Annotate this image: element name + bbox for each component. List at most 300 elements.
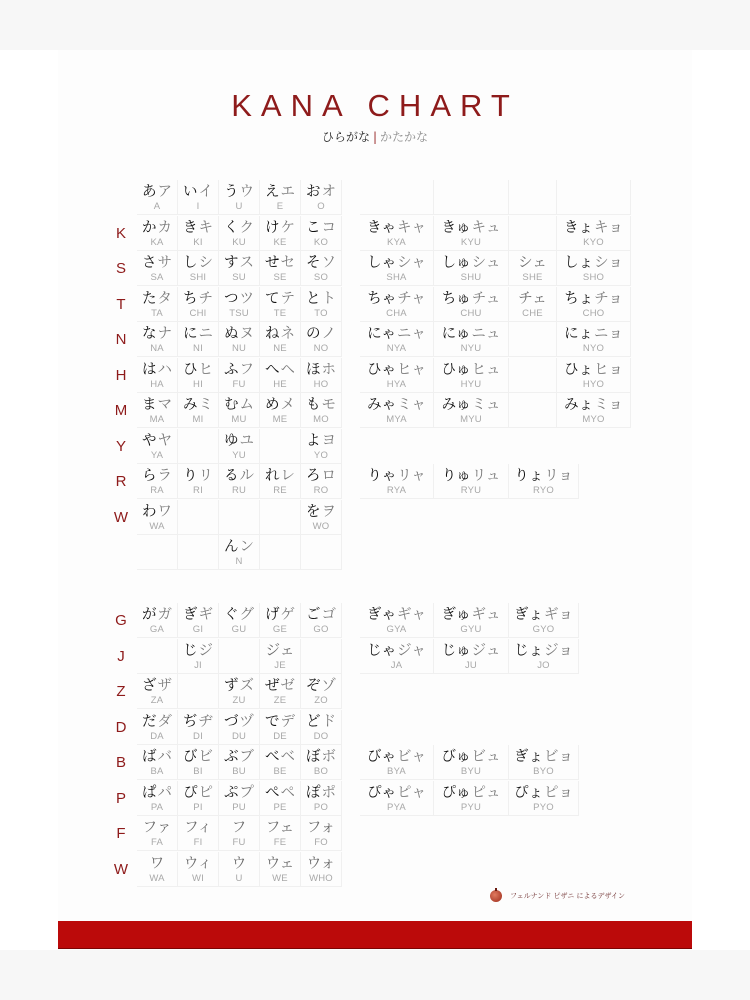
kana-pair [301, 713, 341, 731]
hiragana: きゃ [367, 219, 396, 236]
kana-cell [178, 603, 219, 638]
katakana: ニュ [471, 326, 501, 342]
romaji: FE [273, 837, 287, 848]
row-label: Y [115, 437, 126, 455]
kana-cell [260, 674, 301, 709]
romaji: ZU [232, 695, 246, 706]
kana-cell [137, 322, 178, 357]
hiragana: ぎょ [514, 749, 543, 765]
kana-pair [260, 325, 300, 343]
kana-pair [434, 642, 508, 660]
hiragana: ど [306, 713, 321, 730]
kana-pair [260, 784, 300, 802]
hiragana: お [306, 184, 321, 200]
kana-pair [434, 254, 508, 272]
katakana: ユ [239, 432, 254, 449]
kana-cell [260, 322, 301, 357]
romaji: HYO [582, 378, 605, 390]
romaji: BE [273, 766, 287, 777]
hiragana: ぴ [183, 784, 198, 801]
hiragana: ら [142, 468, 157, 484]
kana-pair [137, 219, 177, 237]
katakana: プ [239, 784, 254, 801]
credit-text: フェルナンド ピザニ によるデザイン [510, 892, 625, 900]
kana-cell [260, 429, 301, 464]
romaji: E [276, 201, 284, 212]
katakana: ザ [157, 678, 172, 694]
kana-pair [509, 606, 578, 624]
hiragana: れ [265, 468, 280, 484]
kana-pair [434, 606, 508, 624]
hiragana: わ [142, 503, 157, 520]
katakana: マ [157, 397, 172, 413]
kana-pair [137, 467, 177, 485]
hiragana: ぴゃ [367, 784, 396, 801]
katakana: ピョ [544, 784, 573, 801]
romaji: NYU [460, 343, 482, 354]
katakana: ヒャ [397, 361, 426, 378]
hiragana: ぶ [224, 749, 239, 765]
row-label: S [115, 260, 126, 277]
hiragana: た [142, 290, 157, 307]
romaji: TE [273, 307, 287, 319]
katakana: ン [239, 539, 254, 555]
kana-pair [260, 748, 300, 766]
romaji: HE [273, 378, 287, 390]
katakana: ジ [198, 642, 213, 659]
row-label: W [113, 860, 129, 878]
hiragana: ぷ [224, 784, 239, 801]
romaji: FA [150, 837, 163, 848]
hiragana: う [224, 184, 239, 200]
kana-pair [301, 183, 341, 201]
romaji: KYU [460, 236, 482, 248]
hiragana: さ [142, 255, 157, 271]
kana-cell [301, 674, 342, 709]
row-label: G [115, 612, 127, 629]
hiragana: こ [306, 219, 321, 236]
kana-cell [137, 216, 178, 251]
kana-pair [219, 748, 259, 766]
katakana: ニャ [396, 326, 426, 342]
romaji: TSU [229, 307, 249, 319]
katakana: リャ [397, 468, 426, 484]
romaji: KYO [583, 236, 604, 248]
romaji: CHE [522, 307, 543, 319]
kana-pair [137, 396, 177, 414]
romaji: CHA [386, 307, 407, 319]
hiragana: ぬ [224, 326, 239, 342]
hiragana: ひょ [564, 361, 593, 378]
romaji: GU [231, 624, 247, 635]
romaji: NA [150, 343, 164, 354]
kana-cell [301, 216, 342, 251]
kana-cell [301, 251, 342, 286]
kana-pair [219, 677, 259, 695]
kana-pair [137, 606, 177, 624]
row-label: T [116, 295, 126, 313]
kana-cell [137, 180, 178, 215]
kana-cell [219, 710, 260, 745]
hiragana: じ [183, 642, 198, 659]
katakana: フィ [184, 820, 212, 836]
kana-pair [178, 855, 218, 873]
katakana: ロ [321, 468, 336, 484]
romaji: JO [537, 659, 550, 671]
kana-pair [434, 784, 508, 802]
kana-pair [434, 467, 508, 485]
kana-cell [178, 500, 219, 535]
katakana: リ [198, 468, 213, 484]
kana-cell [137, 639, 178, 674]
kana-cell [219, 674, 260, 709]
yoon-cell [509, 603, 579, 638]
designer-credit [490, 890, 625, 902]
kana-pair [219, 254, 259, 272]
kana-cell [219, 535, 260, 570]
kana-cell [178, 251, 219, 286]
hiragana: よ [306, 432, 321, 449]
kana-pair [360, 290, 433, 308]
kana-pair [301, 254, 341, 272]
katakana: ピ [198, 784, 213, 801]
kana-cell [219, 216, 260, 251]
hiragana: みゃ [367, 397, 397, 413]
kana-pair [301, 855, 341, 873]
katakana: ウォ [306, 855, 336, 872]
romaji: PO [313, 801, 329, 813]
katakana: リュ [471, 468, 501, 484]
katakana: ツ [239, 290, 254, 307]
romaji: SO [313, 272, 329, 283]
subtitle-separator: | [372, 130, 378, 144]
kana-cell [260, 358, 301, 393]
hiragana: びゅ [441, 749, 471, 765]
yoon-cell [509, 393, 557, 428]
romaji: FI [193, 837, 203, 848]
kana-pair [219, 325, 259, 343]
kana-pair [301, 219, 341, 237]
kana-pair [509, 642, 578, 660]
katakana: パ [157, 784, 172, 801]
katakana: ネ [280, 326, 295, 342]
romaji: PA [150, 801, 164, 813]
kana-cell [178, 816, 219, 851]
hiragana: で [265, 713, 280, 730]
romaji: CHO [582, 307, 605, 319]
romaji: NU [231, 343, 247, 354]
kana-pair [137, 713, 177, 731]
row-label: K [115, 224, 126, 242]
romaji: SHA [386, 272, 407, 283]
kana-cell [260, 852, 301, 887]
kana-pair [219, 361, 259, 379]
kana-cell [178, 429, 219, 464]
hiragana: だ [142, 713, 157, 730]
row-label: N [115, 331, 127, 348]
yoon-cell [360, 781, 434, 816]
kana-pair [557, 325, 630, 343]
romaji: JU [464, 659, 477, 671]
kana-pair [360, 748, 433, 766]
katakana: ウ [231, 855, 247, 872]
hiragana: ば [142, 749, 157, 765]
katakana: フ [239, 361, 254, 378]
yoon-cell [434, 322, 509, 357]
kana-pair [509, 784, 578, 802]
kana-pair [219, 713, 259, 731]
hiragana: ぼ [306, 749, 321, 765]
kana-pair [301, 290, 341, 308]
hiragana: みゅ [441, 397, 471, 413]
romaji: BI [193, 766, 203, 777]
kana-pair [509, 748, 578, 766]
row-label: P [115, 789, 126, 807]
yoon-cell [509, 216, 557, 251]
hiragana: す [224, 255, 239, 271]
kana-cell [260, 781, 301, 816]
romaji: CHI [189, 307, 207, 319]
romaji: ZO [314, 695, 328, 706]
hiragana: き [183, 219, 198, 236]
katakana: チョ [594, 290, 623, 307]
kana-pair [557, 219, 630, 237]
kana-cell [178, 781, 219, 816]
kana-cell [260, 535, 301, 570]
yoon-cell [360, 287, 434, 322]
yoon-cell [360, 464, 434, 499]
kana-cell [301, 535, 342, 570]
yoon-cell [434, 745, 509, 780]
katakana: ジョ [544, 642, 573, 659]
romaji: GYO [532, 624, 555, 635]
hiragana: ろ [306, 468, 321, 484]
romaji: PYO [533, 801, 554, 813]
romaji: TO [314, 307, 328, 319]
kana-cell [219, 500, 260, 535]
katakana: キョ [594, 219, 623, 236]
katakana: シェ [518, 255, 547, 271]
romaji: KI [193, 236, 203, 248]
hiragana: ざ [142, 678, 157, 694]
kana-cell [137, 251, 178, 286]
romaji: RE [273, 485, 287, 496]
katakana: ミ [198, 397, 213, 413]
katakana: テ [280, 290, 295, 307]
romaji: DE [273, 730, 287, 742]
romaji: YO [313, 449, 329, 461]
yoon-cell [360, 745, 434, 780]
yoon-cell [509, 358, 557, 393]
katakana: デ [280, 713, 295, 730]
katakana: ジェ [265, 642, 295, 659]
hiragana: びゃ [367, 749, 396, 765]
romaji: KE [273, 236, 287, 248]
romaji: GYA [386, 624, 407, 635]
kana-cell [260, 216, 301, 251]
katakana: シ [198, 255, 213, 271]
katakana: バ [157, 749, 172, 765]
romaji: YU [232, 449, 246, 461]
kana-pair [301, 677, 341, 695]
romaji: FU [232, 837, 246, 848]
hiragana: ぎょ [514, 607, 543, 623]
hiragana: ま [142, 397, 157, 413]
hiragana: ぢ [183, 713, 198, 730]
kana-pair [137, 290, 177, 308]
hiragana: ちゅ [441, 290, 471, 307]
kana-pair [260, 219, 300, 237]
romaji: ZE [273, 695, 287, 706]
katakana: ガ [157, 607, 172, 623]
kana-cell [260, 251, 301, 286]
hiragana: ね [265, 326, 280, 342]
yoon-cell [360, 180, 434, 215]
romaji: I [196, 201, 200, 212]
kana-pair [219, 467, 259, 485]
romaji: DU [231, 730, 247, 742]
kana-cell [137, 674, 178, 709]
row-label: W [113, 508, 129, 526]
hiragana: は [142, 361, 157, 378]
romaji: WI [191, 872, 204, 884]
hiragana: ず [224, 678, 239, 694]
romaji: JE [274, 659, 286, 671]
yoon-cell [509, 322, 557, 357]
katakana: サ [157, 255, 172, 271]
kana-cell [178, 535, 219, 570]
hiragana: きょ [564, 219, 593, 236]
hiragana: ひゃ [367, 361, 396, 378]
katakana: ゼ [280, 678, 295, 694]
hiragana: ちゃ [367, 290, 397, 307]
kana-pair [137, 784, 177, 802]
row-label: F [116, 825, 126, 842]
romaji: PE [273, 801, 287, 813]
katakana: ヨ [321, 432, 336, 449]
kana-cell [178, 639, 219, 674]
romaji: PU [232, 801, 246, 813]
kana-cell [301, 852, 342, 887]
kana-pair [137, 254, 177, 272]
kana-pair [219, 606, 259, 624]
hiragana: ぴょ [514, 784, 543, 801]
kana-cell [178, 464, 219, 499]
romaji: PYU [460, 801, 482, 813]
katakana: ヅ [239, 713, 254, 730]
kana-pair [219, 538, 259, 556]
katakana: ギョ [544, 607, 573, 623]
kana-pair [219, 784, 259, 802]
kana-pair [219, 219, 259, 237]
romaji: ZA [150, 695, 164, 706]
hiragana: い [183, 184, 198, 200]
kana-cell [219, 429, 260, 464]
hiragana: ぎゅ [441, 607, 471, 623]
kana-pair [178, 467, 218, 485]
kana-cell [301, 322, 342, 357]
hiragana: あ [142, 184, 157, 200]
katakana: ビョ [544, 749, 573, 765]
kana-pair [137, 432, 177, 450]
yoon-cell [360, 358, 434, 393]
katakana: ヲ [321, 503, 336, 520]
romaji: RYU [460, 485, 482, 496]
hiragana: つ [224, 290, 239, 307]
katakana: ゾ [321, 678, 336, 694]
katakana: ウェ [265, 855, 295, 872]
hiragana: じゃ [367, 642, 397, 659]
katakana: ショ [594, 255, 623, 271]
katakana: ニョ [593, 326, 623, 342]
hiragana: に [183, 326, 198, 342]
hiragana: ち [183, 290, 198, 307]
katakana: カ [157, 219, 172, 236]
katakana: ビ [198, 749, 213, 765]
kana-pair [260, 290, 300, 308]
kana-cell [301, 639, 342, 674]
katakana: ゲ [280, 607, 295, 623]
hiragana: も [306, 397, 321, 413]
romaji: SHO [582, 272, 605, 283]
hiragana: ふ [224, 361, 239, 378]
kana-cell [301, 358, 342, 393]
kana-pair [301, 396, 341, 414]
hiragana: せ [265, 255, 280, 271]
yoon-cell [557, 180, 631, 215]
hiragana: て [265, 290, 280, 307]
katakana: ヒュ [471, 361, 501, 378]
row-label: H [115, 366, 127, 384]
katakana: ギ [198, 607, 213, 623]
kana-pair [178, 642, 218, 660]
romaji: MU [231, 414, 247, 425]
subtitle-hiragana: ひらがな [321, 130, 370, 144]
katakana: ヤ [157, 432, 172, 449]
kana-pair [178, 606, 218, 624]
yoon-cell [360, 216, 434, 251]
kana-cell [260, 464, 301, 499]
kana-cell [137, 464, 178, 499]
katakana: ワ [157, 503, 172, 520]
katakana: シュ [471, 255, 501, 271]
katakana: ム [239, 397, 254, 413]
kana-pair [178, 325, 218, 343]
katakana: ル [239, 468, 254, 484]
romaji: CHU [460, 307, 482, 319]
kana-pair [178, 254, 218, 272]
kana-pair [434, 325, 508, 343]
romaji: HA [150, 378, 164, 390]
romaji: GO [313, 624, 329, 635]
kana-cell [260, 287, 301, 322]
romaji: RU [231, 485, 247, 496]
row-label: Z [116, 683, 126, 700]
yoon-cell [434, 393, 509, 428]
hiragana: み [183, 397, 198, 413]
katakana: ピャ [397, 784, 426, 801]
yoon-cell [509, 180, 557, 215]
katakana: モ [321, 397, 336, 413]
hiragana: ひゅ [441, 361, 471, 378]
kana-cell [219, 603, 260, 638]
kana-pair [137, 677, 177, 695]
katakana: ファ [142, 820, 172, 836]
yoon-cell [509, 251, 557, 286]
kana-pair [219, 819, 259, 837]
kana-pair [434, 396, 508, 414]
romaji: NE [273, 343, 287, 354]
